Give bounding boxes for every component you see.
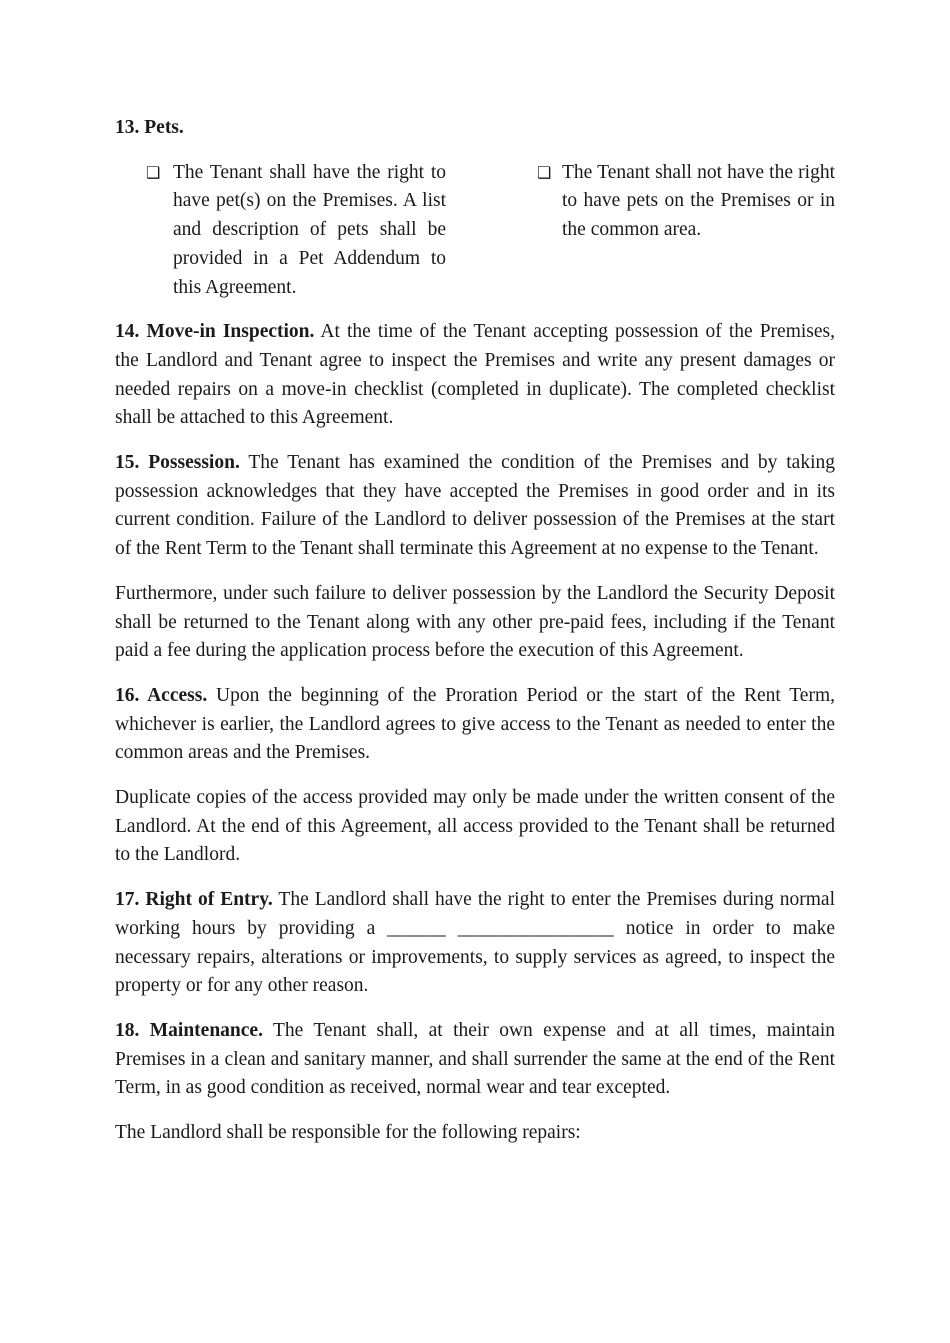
section-17-text-before: The Landlord shall have the right to enter the Premises during normal working hours by providing a — [115, 889, 835, 939]
pets-options — [115, 159, 835, 303]
notice-number-blank[interactable]: ______ — [387, 917, 446, 939]
checkbox-icon[interactable]: ❑ — [537, 162, 552, 182]
section-14-text: At the time of the Tenant accepting possession of the Premises, the Landlord and Tenant agree to inspect the Premises and write any present damages or needed repairs on a move-in checklist (completed in duplicate). The completed checklist shall be attached to this Agreement. — [115, 321, 836, 429]
pets-allowed-option[interactable] — [115, 159, 446, 303]
section-17-paragraph — [115, 886, 835, 1001]
section-18-label: 18. Maintenance. — [115, 1019, 263, 1041]
section-15-paragraph — [115, 449, 835, 564]
pets-not-allowed-option[interactable] — [532, 159, 835, 303]
document-page — [115, 114, 835, 1148]
section-16-text: Upon the beginning of the Proration Period or the start of the Rent Term, whichever is earlier, the Landlord agrees to give access to the Tenant as needed to enter the common areas and the Premises. — [115, 684, 835, 764]
section-13-heading: 13. Pets. — [115, 117, 184, 138]
notice-unit-blank[interactable]: ________________ — [457, 917, 614, 939]
pets-not-allowed-text: The Tenant shall not have the right to have pets on the Premises or in the common area. — [562, 161, 835, 241]
section-15-text: The Tenant has examined the condition of the Premises and by taking possession acknowledges that they have accepted the Premises in good order and in its current condition. Failure of the Landlord to deliver possession of the Premises at the start of the Rent Term to the Tenant shall terminate this Agreement at no expense to the Tenant. — [115, 452, 835, 560]
section-14-label: 14. Move-in Inspection. — [115, 321, 315, 343]
section-18-paragraph-2: The Landlord shall be responsible for the following repairs: — [115, 1122, 581, 1144]
section-18-text: The Tenant shall, at their own expense and at all times, maintain Premises in a clean and sanitary manner, and shall surrender the same at the end of the Rent Term, in as good condition as received, normal wear and tear excepted. — [115, 1019, 835, 1099]
section-16-paragraph — [115, 682, 835, 768]
section-18-paragraph — [115, 1017, 835, 1103]
section-15-paragraph-2: Furthermore, under such failure to deliver possession by the Landlord the Security Deposit shall be returned to the Tenant along with any other pre-paid fees, including if the Tenant paid a fee during the application process before the execution of this Agreement. — [115, 582, 835, 662]
section-15-label: 15. Possession. — [115, 452, 240, 474]
section-17-label: 17. Right of Entry. — [115, 889, 273, 911]
checkbox-icon[interactable]: ❑ — [146, 162, 161, 182]
section-16-label: 16. Access. — [115, 684, 208, 706]
pets-allowed-text: The Tenant shall have the right to have pet(s) on the Premises. A list and description of pets shall be provided in a Pet Addendum to this Agreement. — [173, 161, 446, 298]
section-16-paragraph-2: Duplicate copies of the access provided may only be made under the written consent of the Landlord. At the end of this Agreement, all access provided to the Tenant shall be returned to the Landlord. — [115, 787, 835, 866]
section-17-text-after: notice in order to make necessary repairs, alterations or improvements, to supply services as agreed, to inspect the property or for any other reason. — [115, 917, 835, 997]
section-14-paragraph — [115, 318, 835, 433]
